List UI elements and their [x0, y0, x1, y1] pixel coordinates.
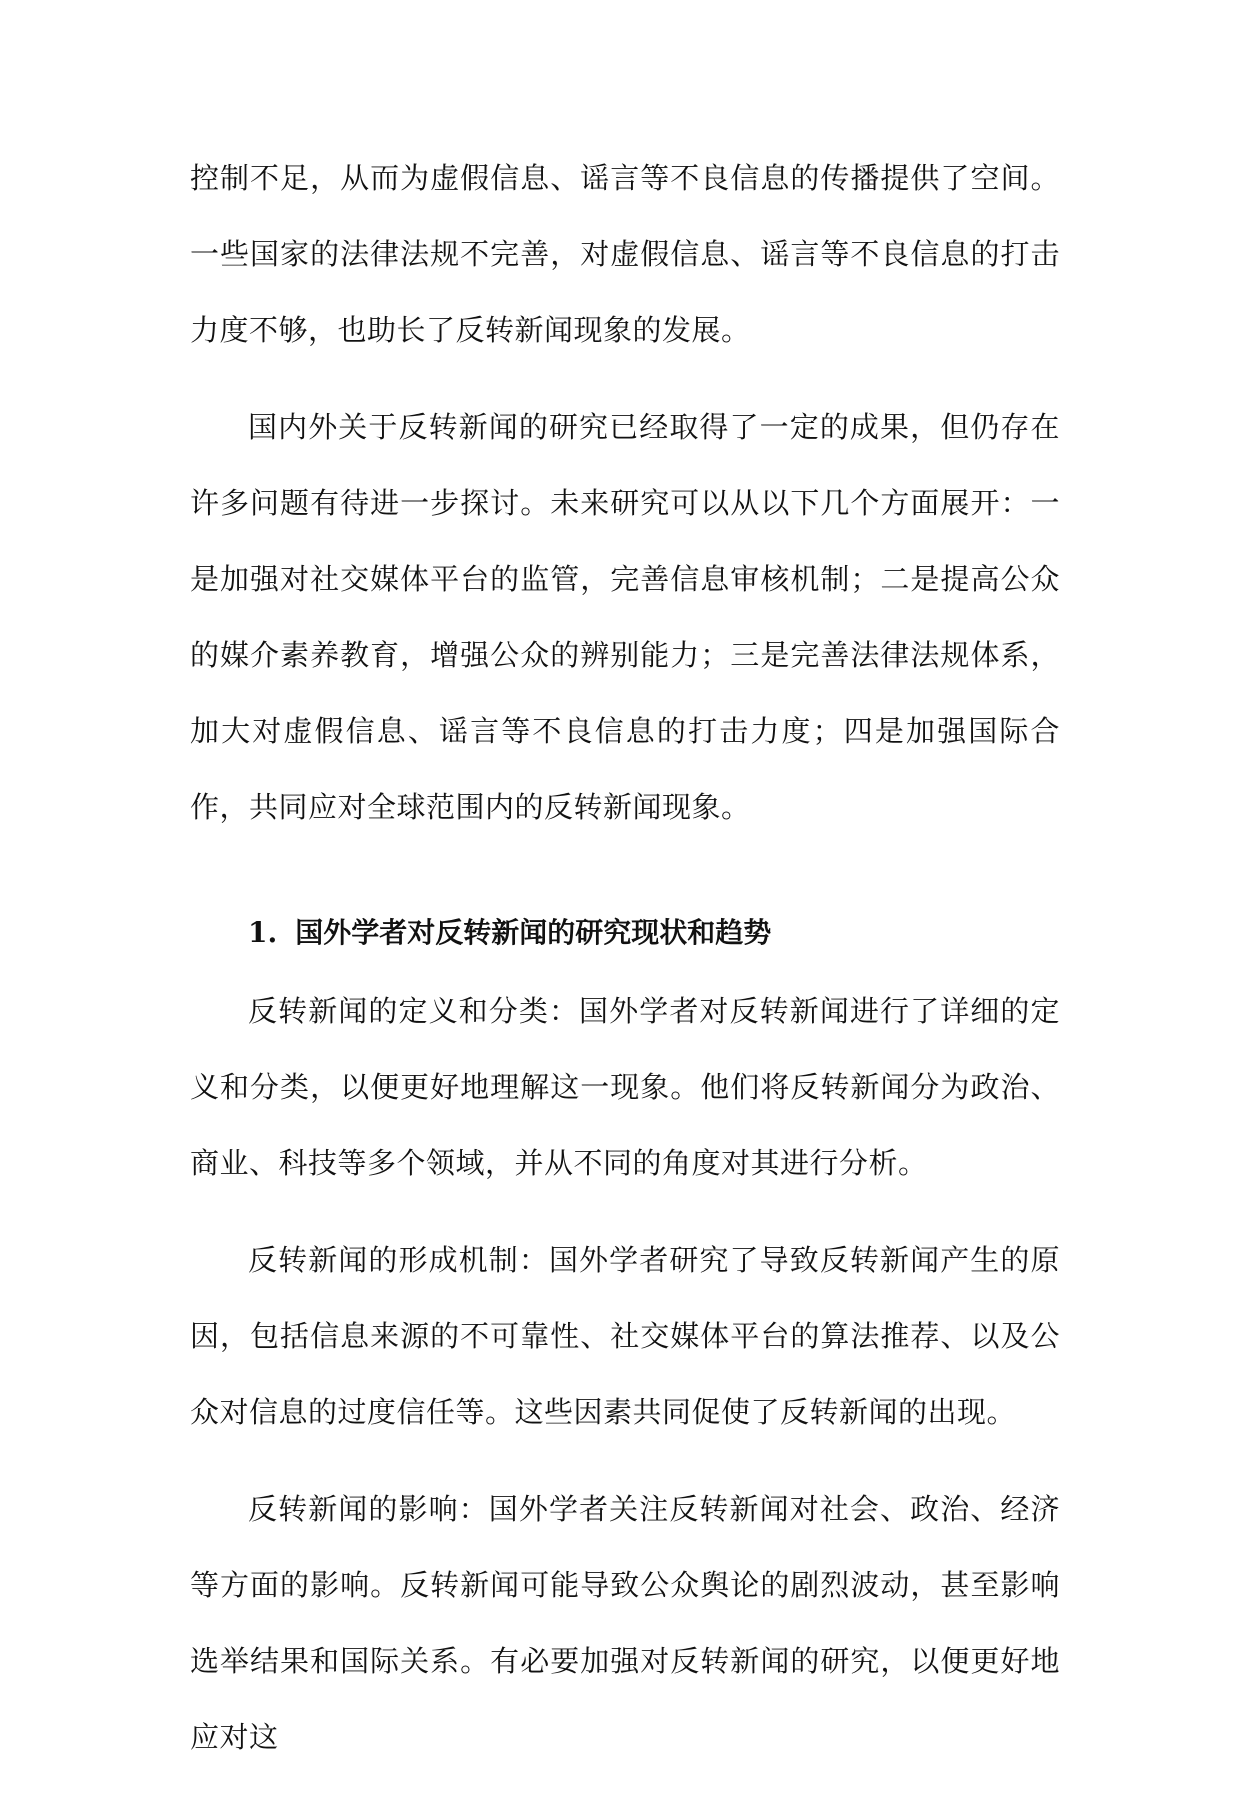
section-number: 1. [248, 916, 278, 949]
paragraph-impact: 反转新闻的影响：国外学者关注反转新闻对社会、政治、经济等方面的影响。反转新闻可能导致公众舆论的剧烈波动，甚至影响选举结果和国际关系。有必要加强对反转新闻的研究，以便更好地应对这 [190, 1492, 1060, 1754]
paragraph-continued: 控制不足，从而为虚假信息、谣言等不良信息的传播提供了空间。一些国家的法律法规不完善，对虚假信息、谣言等不良信息的打击力度不够，也助长了反转新闻现象的发展。 [190, 161, 1060, 347]
section-heading [190, 903, 1060, 963]
document-page [190, 140, 1060, 1796]
paragraph-mechanism: 反转新闻的形成机制：国外学者研究了导致反转新闻产生的原因，包括信息来源的不可靠性、社交媒体平台的算法推荐、以及公众对信息的过度信任等。这些因素共同促使了反转新闻的出现。 [190, 1243, 1060, 1429]
paragraph-definition: 反转新闻的定义和分类：国外学者对反转新闻进行了详细的定义和分类，以便更好地理解这一现象。他们将反转新闻分为政治、商业、科技等多个领域，并从不同的角度对其进行分析。 [190, 994, 1060, 1180]
section-title: 国外学者对反转新闻的研究现状和趋势 [295, 916, 772, 949]
paragraph-research-outlook: 国内外关于反转新闻的研究已经取得了一定的成果，但仍存在许多问题有待进一步探讨。未来研究可以从以下几个方面展开：一是加强对社交媒体平台的监管，完善信息审核机制；二是提高公众的媒介素养教育，增强公众的辨别能力；三是完善法律法规体系，加大对虚假信息、谣言等不良信息的打击力度；四是加强国际合作，共同应对全球范围内的反转新闻现象。 [190, 410, 1060, 824]
